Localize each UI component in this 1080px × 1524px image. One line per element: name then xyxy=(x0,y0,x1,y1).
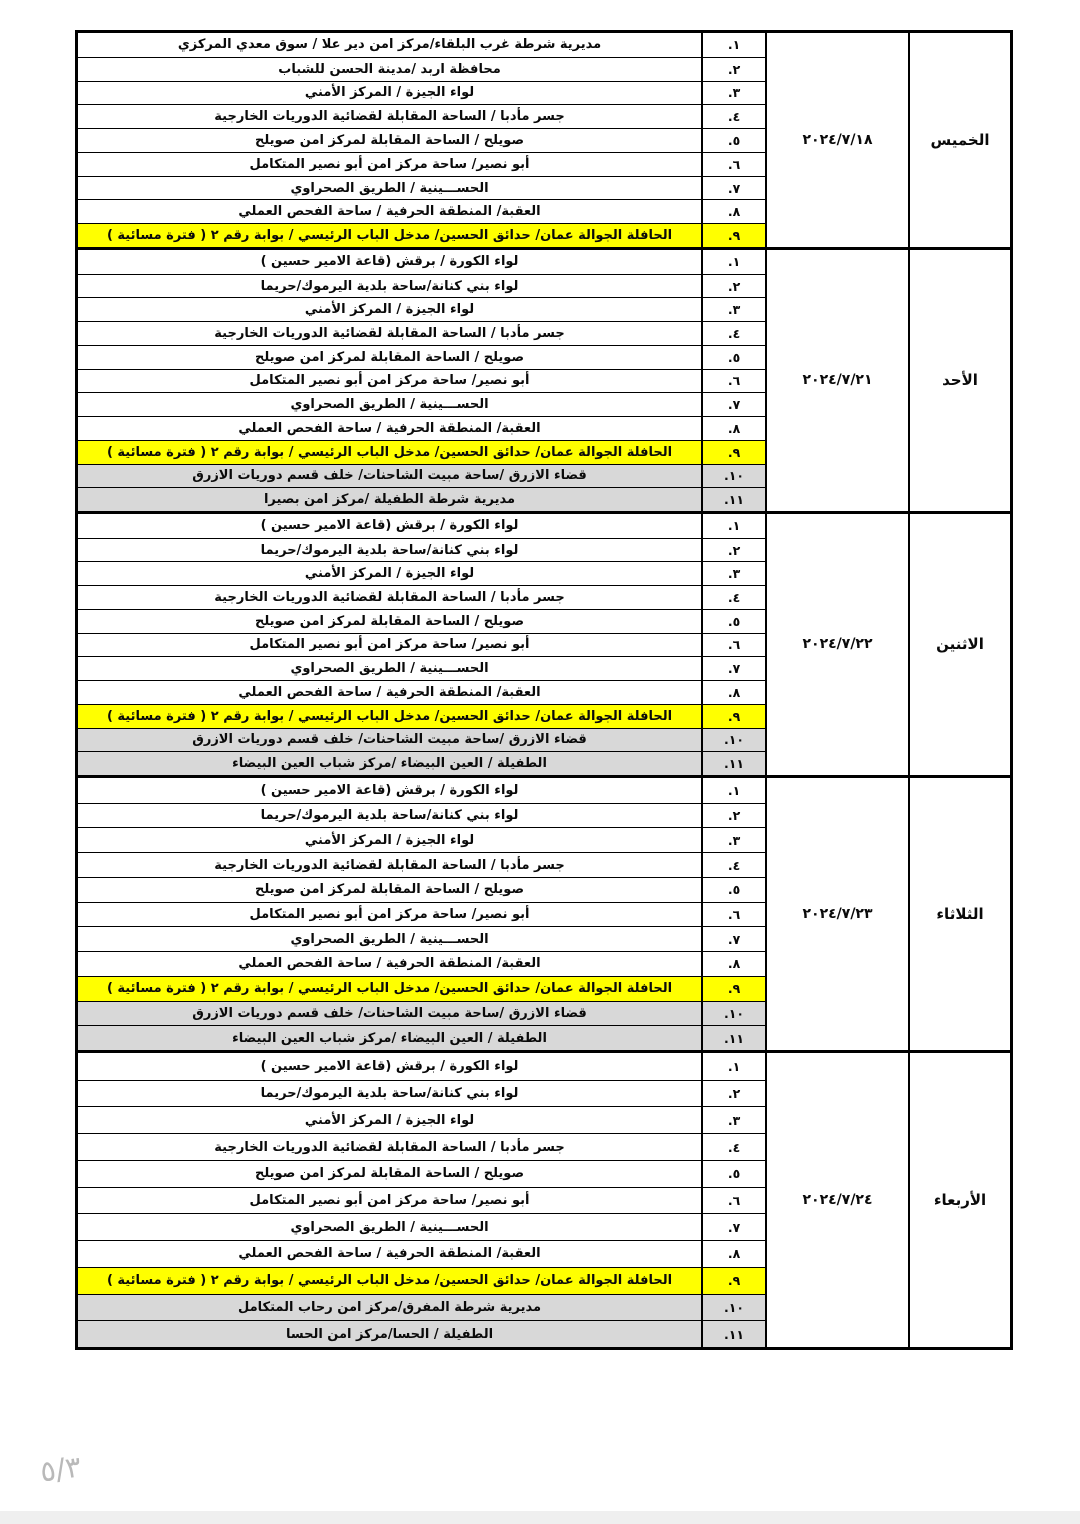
bottom-strip xyxy=(0,1511,1080,1524)
row-number-cell: ٣. xyxy=(701,1106,765,1133)
date-cell: ٢٠٢٤/٧/٢١ xyxy=(765,250,908,511)
location-cell: لواء الكورة / برقش (قاعة الامير حسين ) xyxy=(260,1058,519,1074)
location-cell: الحســـينية / الطريق الصحراوي xyxy=(78,1213,701,1240)
day-name-cell: الأربعاء xyxy=(908,1053,1010,1347)
date-cell: ٢٠٢٤/٧/٢٢ xyxy=(765,514,908,775)
row-number-cell: ١٠. xyxy=(701,728,765,752)
row-number-cell: ٤. xyxy=(701,104,765,128)
row-number-cell: ١١. xyxy=(701,1025,765,1050)
row-number-cell: ١. xyxy=(701,250,765,274)
day-name-cell: الأحد xyxy=(908,250,1010,511)
location-cell: صويلح / الساحة المقابلة لمركز امن صويلح xyxy=(78,877,701,902)
location-cell: صويلح / الساحة المقابلة لمركز امن صويلح xyxy=(78,609,701,633)
day-name-cell: الثلاثاء xyxy=(908,778,1010,1050)
row-number-cell: ١٠. xyxy=(701,1001,765,1026)
location-cell: مديرية شرطة غرب البلقاء/مركز امن دير علا / سوق معدي المركزي xyxy=(177,37,602,53)
location-cell: العقبة/ المنطقة الحرفية / ساحة الفحص العملي xyxy=(78,680,701,704)
location-cell: لواء الجيزة / المركز الأمني xyxy=(78,827,701,852)
location-cell: جسر مأدبا / الساحة المقابلة لقضائية الدوريات الخارجية xyxy=(78,104,701,128)
day-block-1 xyxy=(78,33,1010,250)
location-cell: العقبة/ المنطقة الحرفية / ساحة الفحص العملي xyxy=(78,199,701,223)
row-number-cell: ٥. xyxy=(701,877,765,902)
location-cell: صويلح / الساحة المقابلة لمركز امن صويلح xyxy=(78,128,701,152)
row-number-cell: ٣. xyxy=(701,561,765,585)
location-cell: الحســـينية / الطريق الصحراوي xyxy=(78,926,701,951)
row-number-cell: ٩. xyxy=(701,704,765,728)
row-number-cell: ٥. xyxy=(701,1160,765,1187)
location-cell: العقبة/ المنطقة الحرفية / ساحة الفحص العملي xyxy=(78,951,701,976)
row-number-cell: ٢. xyxy=(701,1080,765,1107)
location-cell: الحافلة الجوالة عمان/ حدائق الحسين/ مدخل الباب الرئيسي / بوابة رقم ٢ ( فترة مسائية ) xyxy=(78,704,701,728)
location-cell: جسر مأدبا / الساحة المقابلة لقضائية الدوريات الخارجية xyxy=(78,852,701,877)
location-cell: لواء بني كنانة/ساحة بلدية اليرموك/حريما xyxy=(78,274,701,298)
row-number-cell: ٦. xyxy=(701,152,765,176)
location-cell: أبو نصير/ ساحة مركز امن أبو نصير المتكامل xyxy=(78,633,701,657)
row-number-cell: ٨. xyxy=(701,951,765,976)
location-cell: الحافلة الجوالة عمان/ حدائق الحسين/ مدخل الباب الرئيسي / بوابة رقم ٢ ( فترة مسائية ) xyxy=(78,976,701,1001)
location-cell: قضاء الازرق /ساحة مبيت الشاحنات/ خلف قسم دوريات الازرق xyxy=(78,464,701,488)
row-number-cell: ٨. xyxy=(701,1240,765,1267)
location-cell: الحافلة الجوالة عمان/ حدائق الحسين/ مدخل الباب الرئيسي / بوابة رقم ٢ ( فترة مسائية ) xyxy=(78,1267,701,1294)
location-cell: مديرية شرطة المفرق/مركز امن رحاب المتكامل xyxy=(78,1294,701,1321)
row-number-cell: ٢. xyxy=(701,57,765,81)
location-cell: لواء الكورة / برقش (قاعة الامير حسين ) xyxy=(260,782,519,798)
location-cell: قضاء الازرق /ساحة مبيت الشاحنات/ خلف قسم دوريات الازرق xyxy=(78,1001,701,1026)
page-number: ٥/٣ xyxy=(37,1449,84,1489)
row-number-cell: ٦. xyxy=(701,902,765,927)
row-number-cell: ٣. xyxy=(701,297,765,321)
location-cell: لواء الجيزة / المركز الأمني xyxy=(78,297,701,321)
location-cell: الحســـينية / الطريق الصحراوي xyxy=(78,176,701,200)
row-number-cell: ٢. xyxy=(701,803,765,828)
row-number-cell: ٤. xyxy=(701,1133,765,1160)
location-cell: جسر مأدبا / الساحة المقابلة لقضائية الدوريات الخارجية xyxy=(78,321,701,345)
schedule-table xyxy=(75,30,1013,1350)
day-block-3 xyxy=(78,514,1010,778)
row-number-cell: ١. xyxy=(701,514,765,538)
location-cell: الحســـينية / الطريق الصحراوي xyxy=(78,656,701,680)
location-cell: صويلح / الساحة المقابلة لمركز امن صويلح xyxy=(78,345,701,369)
row-number-cell: ٩. xyxy=(701,1267,765,1294)
row-number-cell: ٢. xyxy=(701,538,765,562)
row-number-cell: ١٠. xyxy=(701,464,765,488)
location-cell: العقبة/ المنطقة الحرفية / ساحة الفحص العملي xyxy=(78,1240,701,1267)
row-number-cell: ٢. xyxy=(701,274,765,298)
location-cell: الحافلة الجوالة عمان/ حدائق الحسين/ مدخل الباب الرئيسي / بوابة رقم ٢ ( فترة مسائية ) xyxy=(78,440,701,464)
location-cell: لواء الكورة / برقش (قاعة الامير حسين ) xyxy=(260,254,519,270)
row-number-cell: ٧. xyxy=(701,176,765,200)
day-block-2 xyxy=(78,250,1010,514)
row-number-cell: ٤. xyxy=(701,585,765,609)
row-number-cell: ١. xyxy=(701,33,765,57)
location-cell: لواء الكورة / برقش (قاعة الامير حسين ) xyxy=(260,518,519,534)
location-cell: لواء الجيزة / المركز الأمني xyxy=(78,561,701,585)
day-name-cell: الخميس xyxy=(908,33,1010,247)
row-number-cell: ١٠. xyxy=(701,1294,765,1321)
day-block-5 xyxy=(78,1053,1010,1347)
location-cell: أبو نصير/ ساحة مركز امن أبو نصير المتكامل xyxy=(78,902,701,927)
row-number-cell: ٨. xyxy=(701,416,765,440)
row-number-cell: ٧. xyxy=(701,1213,765,1240)
location-cell: لواء الجيزة / المركز الأمني xyxy=(78,81,701,105)
location-cell: قضاء الازرق /ساحة مبيت الشاحنات/ خلف قسم دوريات الازرق xyxy=(78,728,701,752)
row-number-cell: ٧. xyxy=(701,392,765,416)
row-number-cell: ٩. xyxy=(701,976,765,1001)
row-number-cell: ٩. xyxy=(701,223,765,247)
location-cell: محافظة اربد /مدينة الحسن للشباب xyxy=(78,57,701,81)
location-cell: لواء بني كنانة/ساحة بلدية اليرموك/حريما xyxy=(78,1080,701,1107)
row-number-cell: ٥. xyxy=(701,128,765,152)
row-number-cell: ٩. xyxy=(701,440,765,464)
location-cell: أبو نصير/ ساحة مركز امن أبو نصير المتكامل xyxy=(78,152,701,176)
row-number-cell: ٦. xyxy=(701,633,765,657)
row-number-cell: ٤. xyxy=(701,321,765,345)
location-cell: لواء بني كنانة/ساحة بلدية اليرموك/حريما xyxy=(78,538,701,562)
location-cell: جسر مأدبا / الساحة المقابلة لقضائية الدوريات الخارجية xyxy=(78,585,701,609)
row-number-cell: ٣. xyxy=(701,81,765,105)
row-number-cell: ١. xyxy=(701,1053,765,1080)
day-name-cell: الاثنين xyxy=(908,514,1010,775)
date-cell: ٢٠٢٤/٧/٢٤ xyxy=(765,1053,908,1347)
row-number-cell: ٧. xyxy=(701,926,765,951)
row-number-cell: ٨. xyxy=(701,680,765,704)
date-cell: ٢٠٢٤/٧/٢٣ xyxy=(765,778,908,1050)
row-number-cell: ٦. xyxy=(701,369,765,393)
location-cell: صويلح / الساحة المقابلة لمركز امن صويلح xyxy=(78,1160,701,1187)
row-number-cell: ٨. xyxy=(701,199,765,223)
location-cell: الطفيلة / العين البيضاء /مركز شباب العين البيضاء xyxy=(78,751,701,775)
row-number-cell: ١١. xyxy=(701,751,765,775)
row-number-cell: ١١. xyxy=(701,487,765,511)
row-number-cell: ١. xyxy=(701,778,765,803)
location-cell: الطفيلة / الحسا/مركز امن الحسا xyxy=(78,1320,701,1347)
location-cell: العقبة/ المنطقة الحرفية / ساحة الفحص العملي xyxy=(78,416,701,440)
row-number-cell: ٥. xyxy=(701,345,765,369)
location-cell: جسر مأدبا / الساحة المقابلة لقضائية الدوريات الخارجية xyxy=(78,1133,701,1160)
row-number-cell: ٣. xyxy=(701,827,765,852)
location-cell: الحافلة الجوالة عمان/ حدائق الحسين/ مدخل الباب الرئيسي / بوابة رقم ٢ ( فترة مسائية ) xyxy=(78,223,701,247)
row-number-cell: ٦. xyxy=(701,1187,765,1214)
location-cell: أبو نصير/ ساحة مركز امن أبو نصير المتكامل xyxy=(78,1187,701,1214)
location-cell: الحســـينية / الطريق الصحراوي xyxy=(78,392,701,416)
date-cell: ٢٠٢٤/٧/١٨ xyxy=(765,33,908,247)
location-cell: لواء الجيزة / المركز الأمني xyxy=(78,1106,701,1133)
location-cell: مديرية شرطة الطفيلة /مركز امن بصيرا xyxy=(78,487,701,511)
location-cell: الطفيلة / العين البيضاء /مركز شباب العين البيضاء xyxy=(78,1025,701,1050)
location-cell: لواء بني كنانة/ساحة بلدية اليرموك/حريما xyxy=(78,803,701,828)
day-block-4 xyxy=(78,778,1010,1053)
row-number-cell: ٤. xyxy=(701,852,765,877)
row-number-cell: ١١. xyxy=(701,1320,765,1347)
row-number-cell: ٥. xyxy=(701,609,765,633)
row-number-cell: ٧. xyxy=(701,656,765,680)
location-cell: أبو نصير/ ساحة مركز امن أبو نصير المتكامل xyxy=(78,369,701,393)
